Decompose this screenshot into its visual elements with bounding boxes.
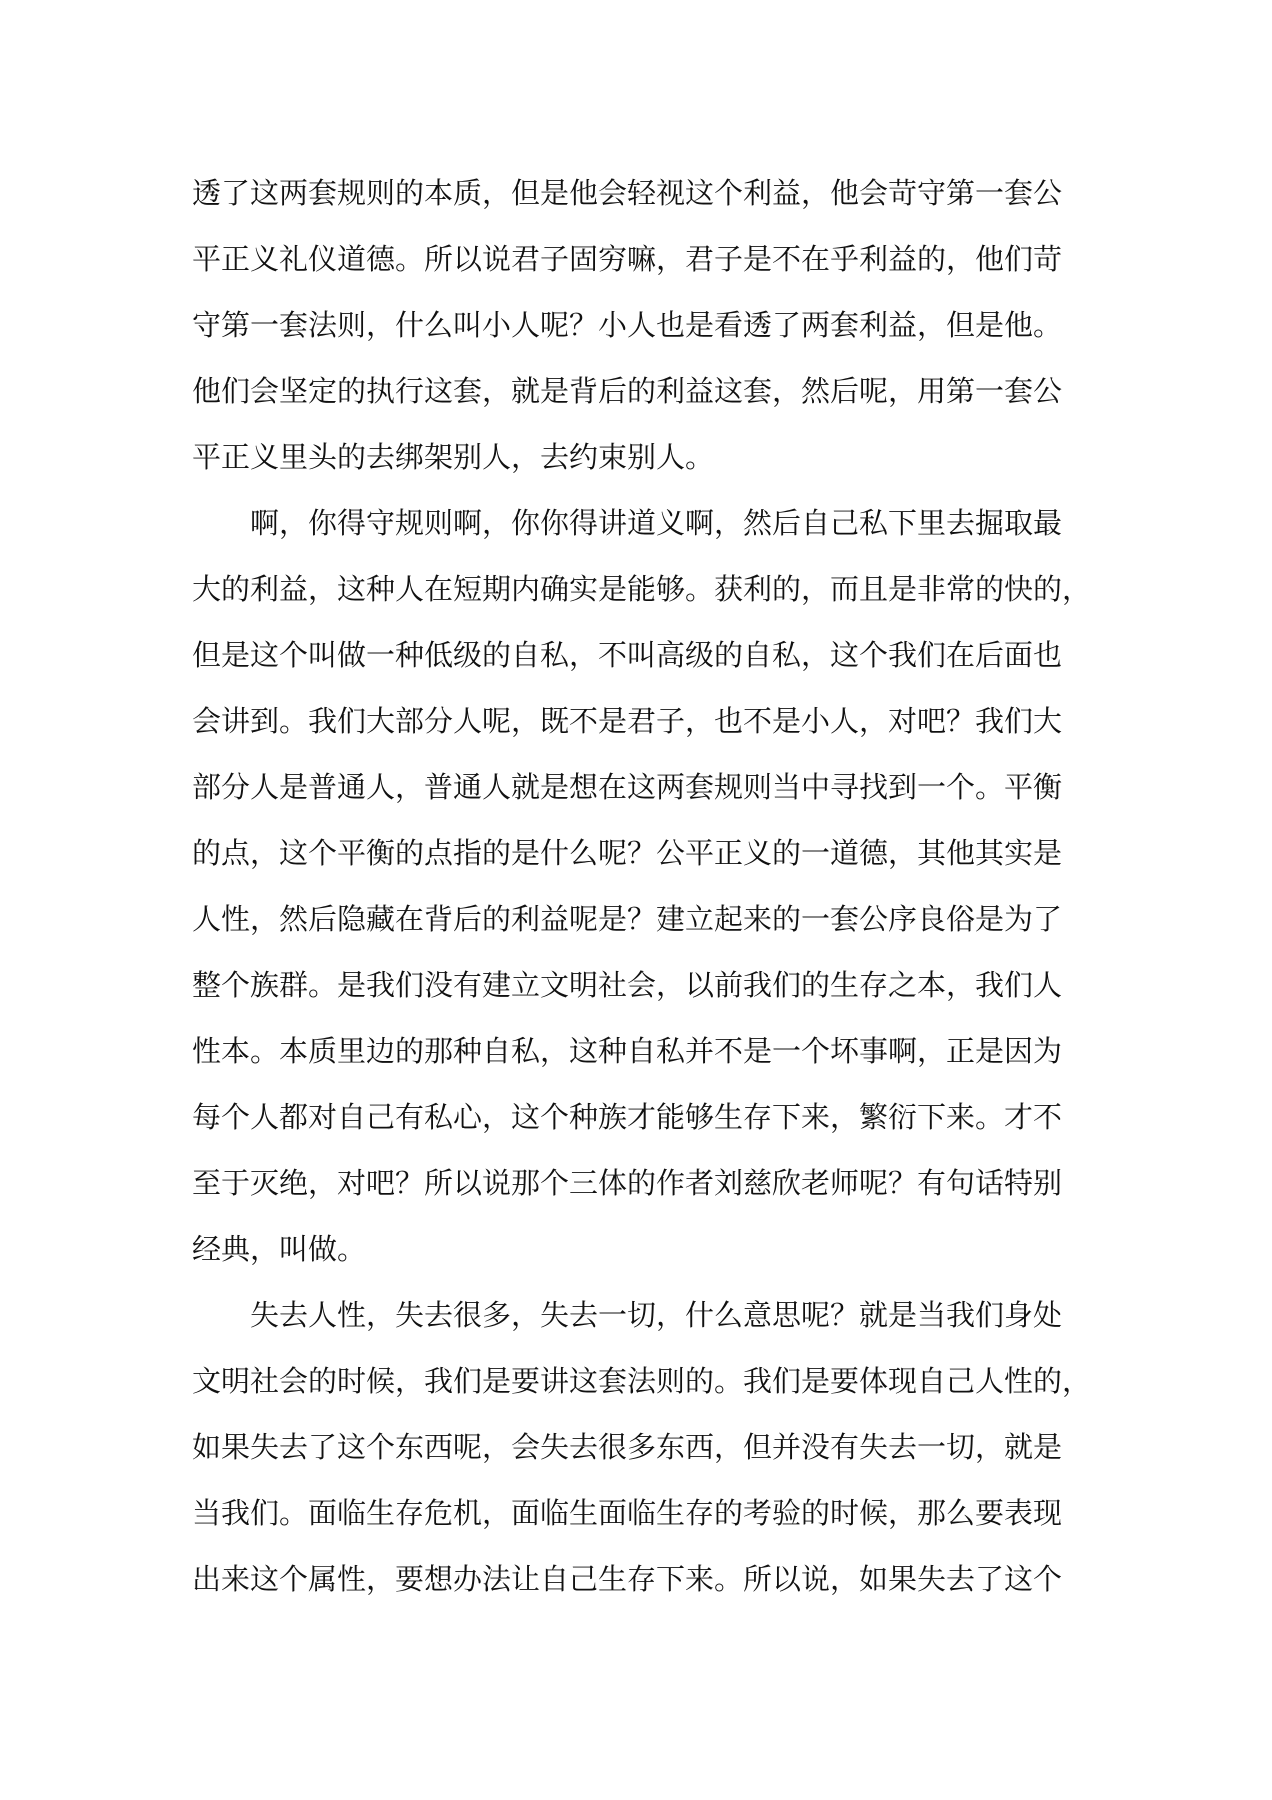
text-line: 的点，这个平衡的点指的是什么呢？公平正义的一道德，其他其实是	[192, 836, 1063, 870]
text-line: 守第一套法则，什么叫小人呢？小人也是看透了两套利益，但是他。	[192, 308, 1063, 342]
text-line: 每个人都对自己有私心，这个种族才能够生存下来，繁衍下来。才不	[192, 1100, 1063, 1134]
text-line: 透了这两套规则的本质，但是他会轻视这个利益，他会苛守第一套公	[192, 176, 1063, 210]
text-line: 部分人是普通人，普通人就是想在这两套规则当中寻找到一个。平衡	[192, 770, 1063, 804]
text-line: 他们会坚定的执行这套，就是背后的利益这套，然后呢，用第一套公	[192, 374, 1063, 408]
text-line: 平正义礼仪道德。所以说君子固穷嘛，君子是不在乎利益的，他们苛	[192, 242, 1063, 276]
paragraph-first-line: 啊，你得守规则啊，你你得讲道义啊，然后自己私下里去掘取最	[250, 506, 1063, 540]
text-line: 大的利益，这种人在短期内确实是能够。获利的，而且是非常的快的，	[192, 572, 1092, 606]
paragraph-first-line: 失去人性，失去很多，失去一切，什么意思呢？就是当我们身处	[250, 1298, 1063, 1332]
text-line: 当我们。面临生存危机，面临生面临生存的考验的时候，那么要表现	[192, 1496, 1063, 1530]
text-line: 平正义里头的去绑架别人，去约束别人。	[192, 440, 715, 474]
text-line: 会讲到。我们大部分人呢，既不是君子，也不是小人，对吧？我们大	[192, 704, 1063, 738]
text-line: 整个族群。是我们没有建立文明社会，以前我们的生存之本，我们人	[192, 968, 1063, 1002]
text-line: 至于灭绝，对吧？所以说那个三体的作者刘慈欣老师呢？有句话特别	[192, 1166, 1063, 1200]
text-line: 经典，叫做。	[192, 1232, 367, 1266]
text-line: 但是这个叫做一种低级的自私，不叫高级的自私，这个我们在后面也	[192, 638, 1063, 672]
text-line: 如果失去了这个东西呢，会失去很多东西，但并没有失去一切，就是	[192, 1430, 1063, 1464]
text-line: 文明社会的时候，我们是要讲这套法则的。我们是要体现自己人性的，	[192, 1364, 1092, 1398]
text-line: 出来这个属性，要想办法让自己生存下来。所以说，如果失去了这个	[192, 1562, 1063, 1596]
text-line: 人性，然后隐藏在背后的利益呢是？建立起来的一套公序良俗是为了	[192, 902, 1063, 936]
text-line: 性本。本质里边的那种自私，这种自私并不是一个坏事啊，正是因为	[192, 1034, 1063, 1068]
